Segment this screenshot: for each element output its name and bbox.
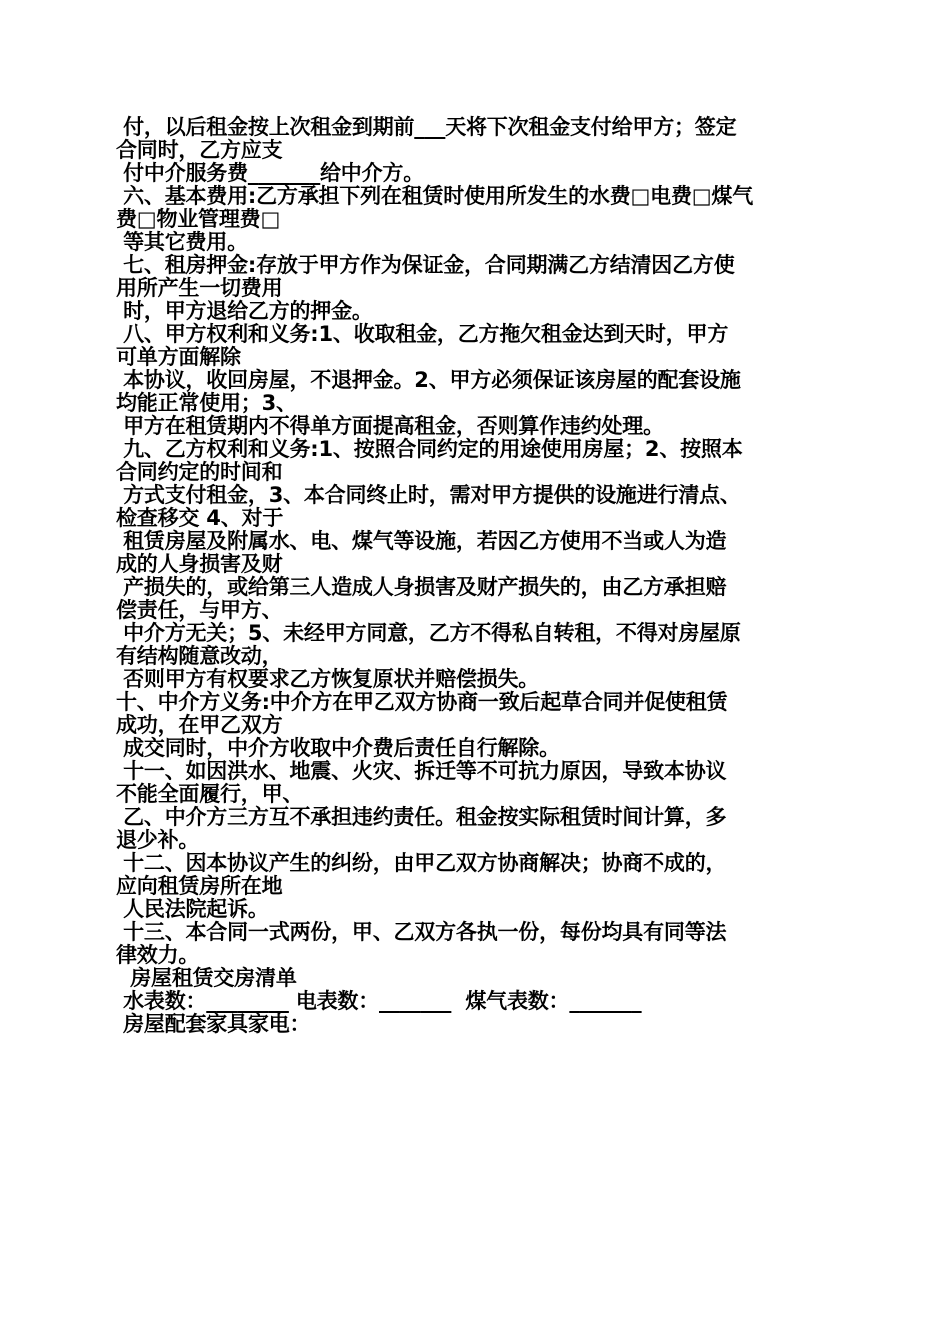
text-line: 有结构随意改动，: [116, 644, 283, 668]
text-line: 本协议，收回房屋，不退押金。2、甲方必须保证该房屋的配套设施: [116, 368, 741, 392]
text-line: 八、甲方权利和义务:1、收取租金，乙方拖欠租金达到天时，甲方: [116, 322, 729, 346]
text-line: 方式支付租金，3、本合同终止时，需对甲方提供的设施进行清点、: [116, 483, 741, 507]
text-line: 均能正常使用；3、: [116, 391, 297, 415]
section-heading: 房屋租赁交房清单: [116, 966, 297, 990]
text-line: 成的人身损害及财: [116, 552, 283, 576]
text-line: 租赁房屋及附属水、电、煤气等设施，若因乙方使用不当或人为造: [116, 529, 727, 553]
text-line: 产损失的，或给第三人造成人身损害及财产损失的，由乙方承担赔: [116, 575, 727, 599]
text-line: 付，以后租金按上次租金到期前___天将下次租金支付给甲方；签定: [116, 115, 737, 139]
text-line: 十一、如因洪水、地震、火灾、拆迁等不可抗力原因，导致本协议: [116, 759, 727, 783]
text-line: 十三、本合同一式两份，甲、乙双方各执一份，每份均具有同等法: [116, 920, 727, 944]
meter-readings-line: 水表数：________ 电表数：_______ 煤气表数：_______: [116, 989, 642, 1013]
text-line: 合同约定的时间和: [116, 460, 283, 484]
text-line: 退少补。: [116, 828, 200, 852]
text-line: 人民法院起诉。: [116, 897, 269, 921]
contract-text: [116, 116, 836, 1036]
text-line: 六、基本费用:乙方承担下列在租赁时使用所发生的水费□电费□煤气: [116, 184, 753, 208]
text-line: 用所产生一切费用: [116, 276, 283, 300]
text-line: 不能全面履行，甲、: [116, 782, 304, 806]
text-line: 时，甲方退给乙方的押金。: [116, 299, 373, 323]
text-line: 甲方在租赁期内不得单方面提高租金，否则算作违约处理。: [116, 414, 664, 438]
text-line: 否则甲方有权要求乙方恢复原状并赔偿损失。: [116, 667, 540, 691]
text-line: 费□物业管理费□: [116, 207, 281, 231]
furniture-appliances-line: 房屋配套家具家电：: [116, 1012, 311, 1036]
text-line: 偿责任，与甲方、: [116, 598, 283, 622]
text-line: 律效力。: [116, 943, 200, 967]
text-line: 十二、因本协议产生的纠纷，由甲乙双方协商解决；协商不成的，: [116, 851, 727, 875]
text-line: 中介方无关；5、未经甲方同意，乙方不得私自转租，不得对房屋原: [116, 621, 741, 645]
text-line: 成交同时，中介方收取中介费后责任自行解除。: [116, 736, 560, 760]
text-line: 应向租赁房所在地: [116, 874, 283, 898]
text-line: 十、中介方义务:中介方在甲乙双方协商一致后起草合同并促使租赁: [116, 690, 728, 714]
text-line: 等其它费用。: [116, 230, 248, 254]
text-line: 九、乙方权利和义务:1、按照合同约定的用途使用房屋；2、按照本: [116, 437, 743, 461]
text-line: 检查移交 4、对于: [116, 506, 284, 530]
text-line: 七、租房押金:存放于甲方作为保证金，合同期满乙方结清因乙方使: [116, 253, 735, 277]
text-line: 可单方面解除: [116, 345, 241, 369]
text-line: 乙、中介方三方互不承担违约责任。租金按实际租赁时间计算，多: [116, 805, 727, 829]
text-line: 合同时，乙方应支: [116, 138, 283, 162]
text-line: 成功，在甲乙双方: [116, 713, 283, 737]
text-line: 付中介服务费_______给中介方。: [116, 161, 425, 185]
